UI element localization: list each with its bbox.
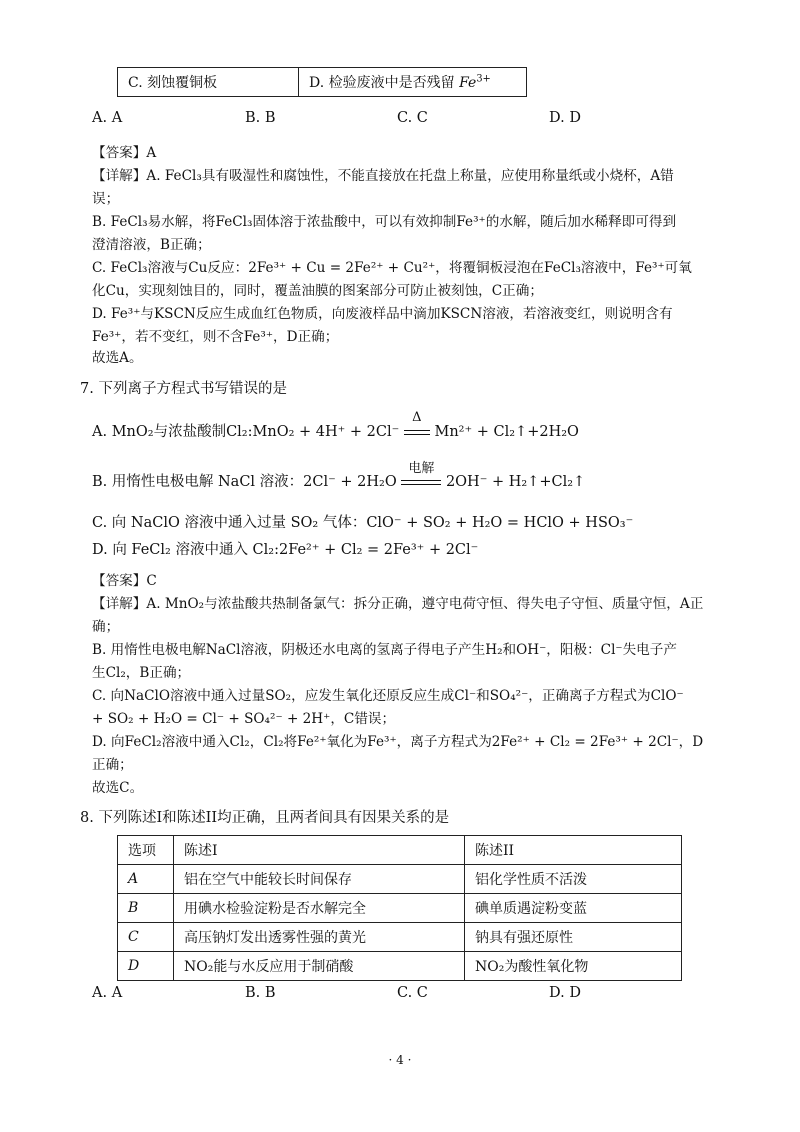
q7-option-b[interactable] — [92, 461, 586, 491]
q6-detail-line: 化Cu，实现刻蚀目的，同时，覆盖油膜的图案部分可防止被刻蚀，C正确； — [92, 283, 543, 299]
q6-option-b[interactable]: B. B — [245, 110, 276, 126]
q7-answer: 【答案】C — [92, 573, 157, 589]
q7-option-a[interactable] — [92, 410, 579, 441]
table-cell: 铝化学性质不活泼 — [465, 865, 682, 894]
table-row — [118, 865, 682, 894]
table-cell: NO₂为酸性氧化物 — [465, 952, 682, 981]
q7-detail-line: D. 向FeCl₂溶液中通入Cl₂，Cl₂将Fe²⁺氧化为Fe³⁺，离子方程式为2Fe²⁺ + Cl₂ = 2Fe³⁺ + 2Cl⁻，D — [92, 734, 704, 750]
table-cell: 碘单质遇淀粉变蓝 — [465, 894, 682, 923]
q7-detail-line: 确； — [92, 619, 120, 635]
q6-option-c[interactable]: C. C — [397, 110, 428, 126]
q6-detail-line: C. FeCl₃溶液与Cu反应：2Fe³⁺ + Cu = 2Fe²⁺ + Cu²⁺，将覆铜板浸泡在FeCl₃溶液中，Fe³⁺可氧 — [92, 260, 692, 276]
q8-option-a[interactable]: A. A — [92, 985, 123, 1001]
table-cell: 钠具有强还原性 — [465, 923, 682, 952]
top-table-cell-c: C. 刻蚀覆铜板 — [118, 68, 299, 97]
q7-detail-line: B. 用惰性电极电解NaCl溶液，阴极还水电离的氢离子得电子产生H₂和OH⁻，阳极：Cl⁻失电子产 — [92, 642, 677, 658]
q8-stem: 8. 下列陈述I和陈述II均正确，且两者间具有因果关系的是 — [80, 810, 450, 826]
q6-detail-line: 误； — [92, 191, 120, 207]
q7-option-d[interactable]: D. 向 FeCl₂ 溶液中通入 Cl₂:2Fe²⁺ + Cl₂ = 2Fe³⁺ + 2Cl⁻ — [92, 542, 479, 558]
q7-detail-line: C. 向NaClO溶液中通入过量SO₂，应发生氧化还原反应生成Cl⁻和SO₄²⁻，正确离子方程式为ClO⁻ — [92, 688, 684, 704]
table-header: 选项 — [118, 836, 174, 865]
table-cell: 用碘水检验淀粉是否水解完全 — [174, 894, 465, 923]
page-number: · 4 · — [388, 1053, 412, 1067]
top-table — [117, 67, 527, 97]
q6-option-d[interactable]: D. D — [549, 110, 581, 126]
q6-option-a[interactable]: A. A — [92, 110, 123, 126]
q7-option-b-rhs: 2OH⁻ + H₂↑+Cl₂↑ — [445, 474, 586, 490]
table-row — [118, 923, 682, 952]
table-cell: A — [118, 865, 174, 894]
q6-detail-line: B. FeCl₃易水解，将FeCl₃固体溶于浓盐酸中，可以有效抑制Fe³⁺的水解，随后加水稀释即可得到 — [92, 214, 677, 230]
table-header: 陈述II — [465, 836, 682, 865]
q6-detail-line: Fe³⁺，若不变红，则不含Fe³⁺，D正确； — [92, 329, 339, 345]
q7-option-a-arrow — [404, 410, 430, 440]
q8-option-d[interactable]: D. D — [549, 985, 581, 1001]
table-cell: D — [118, 952, 174, 981]
q7-stem: 7. 下列离子方程式书写错误的是 — [80, 381, 287, 397]
q6-detail-line: 【详解】A. FeCl₃具有吸湿性和腐蚀性，不能直接放在托盘上称量，应使用称量纸或小烧杯，A错 — [92, 168, 674, 184]
q7-detail-line: 生Cl₂，B正确； — [92, 665, 191, 681]
q7-detail-line: 正确； — [92, 757, 133, 773]
q8-table — [117, 835, 682, 981]
electrolysis-condition: 电解 — [408, 461, 435, 476]
q6-answer: 【答案】A — [92, 145, 157, 161]
q8-option-b[interactable]: B. B — [245, 985, 276, 1001]
table-row — [118, 894, 682, 923]
q7-detail-line: + SO₂ + H₂O = Cl⁻ + SO₄²⁻ + 2H⁺，C错误； — [92, 711, 396, 727]
q7-option-a-lhs: A. MnO₂与浓盐酸制Cl₂:MnO₂ + 4H⁺ + 2Cl⁻ — [92, 424, 400, 440]
table-cell: C — [118, 923, 174, 952]
table-header-row — [118, 836, 682, 865]
q6-detail-line: 故选A。 — [92, 350, 143, 366]
table-cell: 高压钠灯发出透雾性强的黄光 — [174, 923, 465, 952]
table-row — [118, 952, 682, 981]
heat-condition: Δ — [412, 410, 422, 425]
table-header: 陈述I — [174, 836, 465, 865]
table-cell: NO₂能与水反应用于制硝酸 — [174, 952, 465, 981]
table-cell: 铝在空气中能较长时间保存 — [174, 865, 465, 894]
q7-option-c[interactable]: C. 向 NaClO 溶液中通入过量 SO₂ 气体：ClO⁻ + SO₂ + H₂O = HClO + HSO₃⁻ — [92, 515, 634, 531]
top-table-cell-d: D. 检验废液中是否残留 $Fe^{3+}$ — [299, 68, 527, 97]
q7-option-b-arrow — [401, 461, 441, 490]
q6-detail-line: 澄清溶液，B正确； — [92, 237, 211, 253]
q7-detail-line: 故选C。 — [92, 780, 144, 796]
q6-detail-line: D. Fe³⁺与KSCN反应生成血红色物质，向废液样品中滴加KSCN溶液，若溶液变红，则说明含有 — [92, 306, 673, 322]
q7-option-a-rhs: Mn²⁺ + Cl₂↑+2H₂O — [434, 424, 579, 440]
q7-option-b-lhs: B. 用惰性电极电解 NaCl 溶液：2Cl⁻ + 2H₂O — [92, 474, 397, 490]
q7-detail-line: 【详解】A. MnO₂与浓盐酸共热制备氯气：拆分正确，遵守电荷守恒、得失电子守恒、质量守恒，A正 — [92, 596, 704, 612]
table-cell: B — [118, 894, 174, 923]
q8-option-c[interactable]: C. C — [397, 985, 428, 1001]
